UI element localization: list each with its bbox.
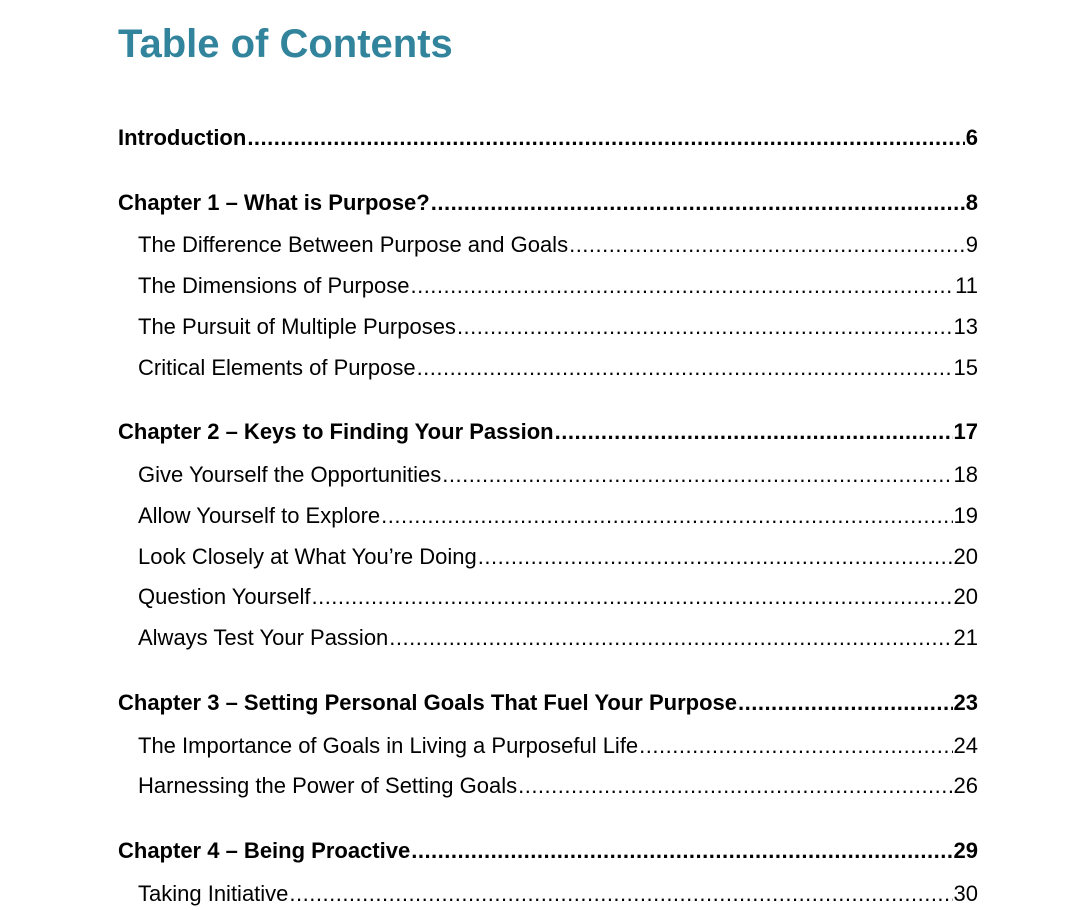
toc-entry-section[interactable]	[138, 231, 978, 259]
dot-leader	[639, 732, 952, 760]
toc-entry-page: 20	[953, 584, 978, 609]
toc-entry-page: 19	[953, 503, 978, 528]
toc-entry-section[interactable]	[138, 543, 978, 571]
dot-leader	[555, 418, 953, 446]
toc-entry-page: 23	[953, 690, 978, 715]
dot-leader	[389, 624, 952, 652]
toc-entry-label: The Pursuit of Multiple Purposes	[138, 314, 456, 339]
toc-entry-label: Chapter 1 – What is Purpose?	[118, 190, 430, 215]
toc-entry-label: Chapter 3 – Setting Personal Goals That Fuel Your Purpose	[118, 690, 737, 715]
toc-entry-section[interactable]	[138, 880, 978, 908]
toc-entry-section[interactable]	[138, 772, 978, 800]
toc-entry-page: 15	[953, 355, 978, 380]
toc-entry-label: Chapter 4 – Being Proactive	[118, 838, 411, 863]
dot-leader	[442, 461, 952, 489]
dot-leader	[431, 189, 965, 217]
toc-entry-label: Chapter 2 – Keys to Finding Your Passion	[118, 419, 554, 444]
toc-entry-section[interactable]	[138, 502, 978, 530]
toc-entry-section[interactable]	[138, 313, 978, 341]
toc-entry-section[interactable]	[138, 583, 978, 611]
toc-entry-page: 11	[955, 273, 978, 298]
toc-entry-page: 29	[953, 838, 978, 863]
toc-entry-label: The Importance of Goals in Living a Purposeful Life	[138, 733, 639, 758]
dot-leader	[411, 837, 952, 865]
dot-leader	[381, 502, 952, 530]
dot-leader	[518, 772, 952, 800]
toc-entry-label: Question Yourself	[138, 584, 311, 609]
toc-entry-label: Harnessing the Power of Setting Goals	[138, 773, 518, 798]
dot-leader	[457, 313, 953, 341]
dot-leader	[247, 124, 964, 152]
toc-entry-chapter-3[interactable]	[118, 689, 978, 717]
dot-leader	[289, 880, 952, 908]
toc-entry-page: 8	[965, 190, 978, 215]
toc-entry-label: Always Test Your Passion	[138, 625, 389, 650]
toc-entry-page: 21	[953, 625, 978, 650]
toc-entry-label: Critical Elements of Purpose	[138, 355, 416, 380]
toc-entry-introduction[interactable]	[118, 124, 978, 152]
toc-entry-section[interactable]	[138, 461, 978, 489]
dot-leader	[478, 543, 953, 571]
dot-leader	[417, 354, 953, 382]
dot-leader	[738, 689, 953, 717]
toc-entry-section[interactable]	[138, 624, 978, 652]
toc-entry-page: 6	[965, 125, 978, 150]
toc-entry-page: 13	[953, 314, 978, 339]
toc-entry-page: 30	[953, 881, 978, 906]
toc-entry-label: Introduction	[118, 125, 247, 150]
dot-leader	[569, 231, 965, 259]
toc-entry-label: The Dimensions of Purpose	[138, 273, 410, 298]
toc-entry-page: 26	[953, 773, 978, 798]
dot-leader	[410, 272, 954, 300]
toc-entry-page: 20	[953, 544, 978, 569]
toc-entry-page: 24	[953, 733, 978, 758]
toc-entry-label: Allow Yourself to Explore	[138, 503, 381, 528]
toc-entry-section[interactable]	[138, 272, 978, 300]
toc-entry-chapter-1[interactable]	[118, 189, 978, 217]
toc-entry-label: Give Yourself the Opportunities	[138, 462, 442, 487]
toc-entry-chapter-2[interactable]	[118, 418, 978, 446]
toc-entry-label: Look Closely at What You’re Doing	[138, 544, 477, 569]
page-title: Table of Contents	[118, 22, 453, 66]
toc-entry-label: The Difference Between Purpose and Goals	[138, 232, 569, 257]
toc-entry-page: 9	[965, 232, 978, 257]
toc-entry-page: 17	[953, 419, 978, 444]
toc-entry-section[interactable]	[138, 732, 978, 760]
toc-entry-page: 18	[953, 462, 978, 487]
dot-leader	[311, 583, 952, 611]
toc-entry-chapter-4[interactable]	[118, 837, 978, 865]
toc-entry-label: Taking Initiative	[138, 881, 289, 906]
toc-entry-section[interactable]	[138, 354, 978, 382]
